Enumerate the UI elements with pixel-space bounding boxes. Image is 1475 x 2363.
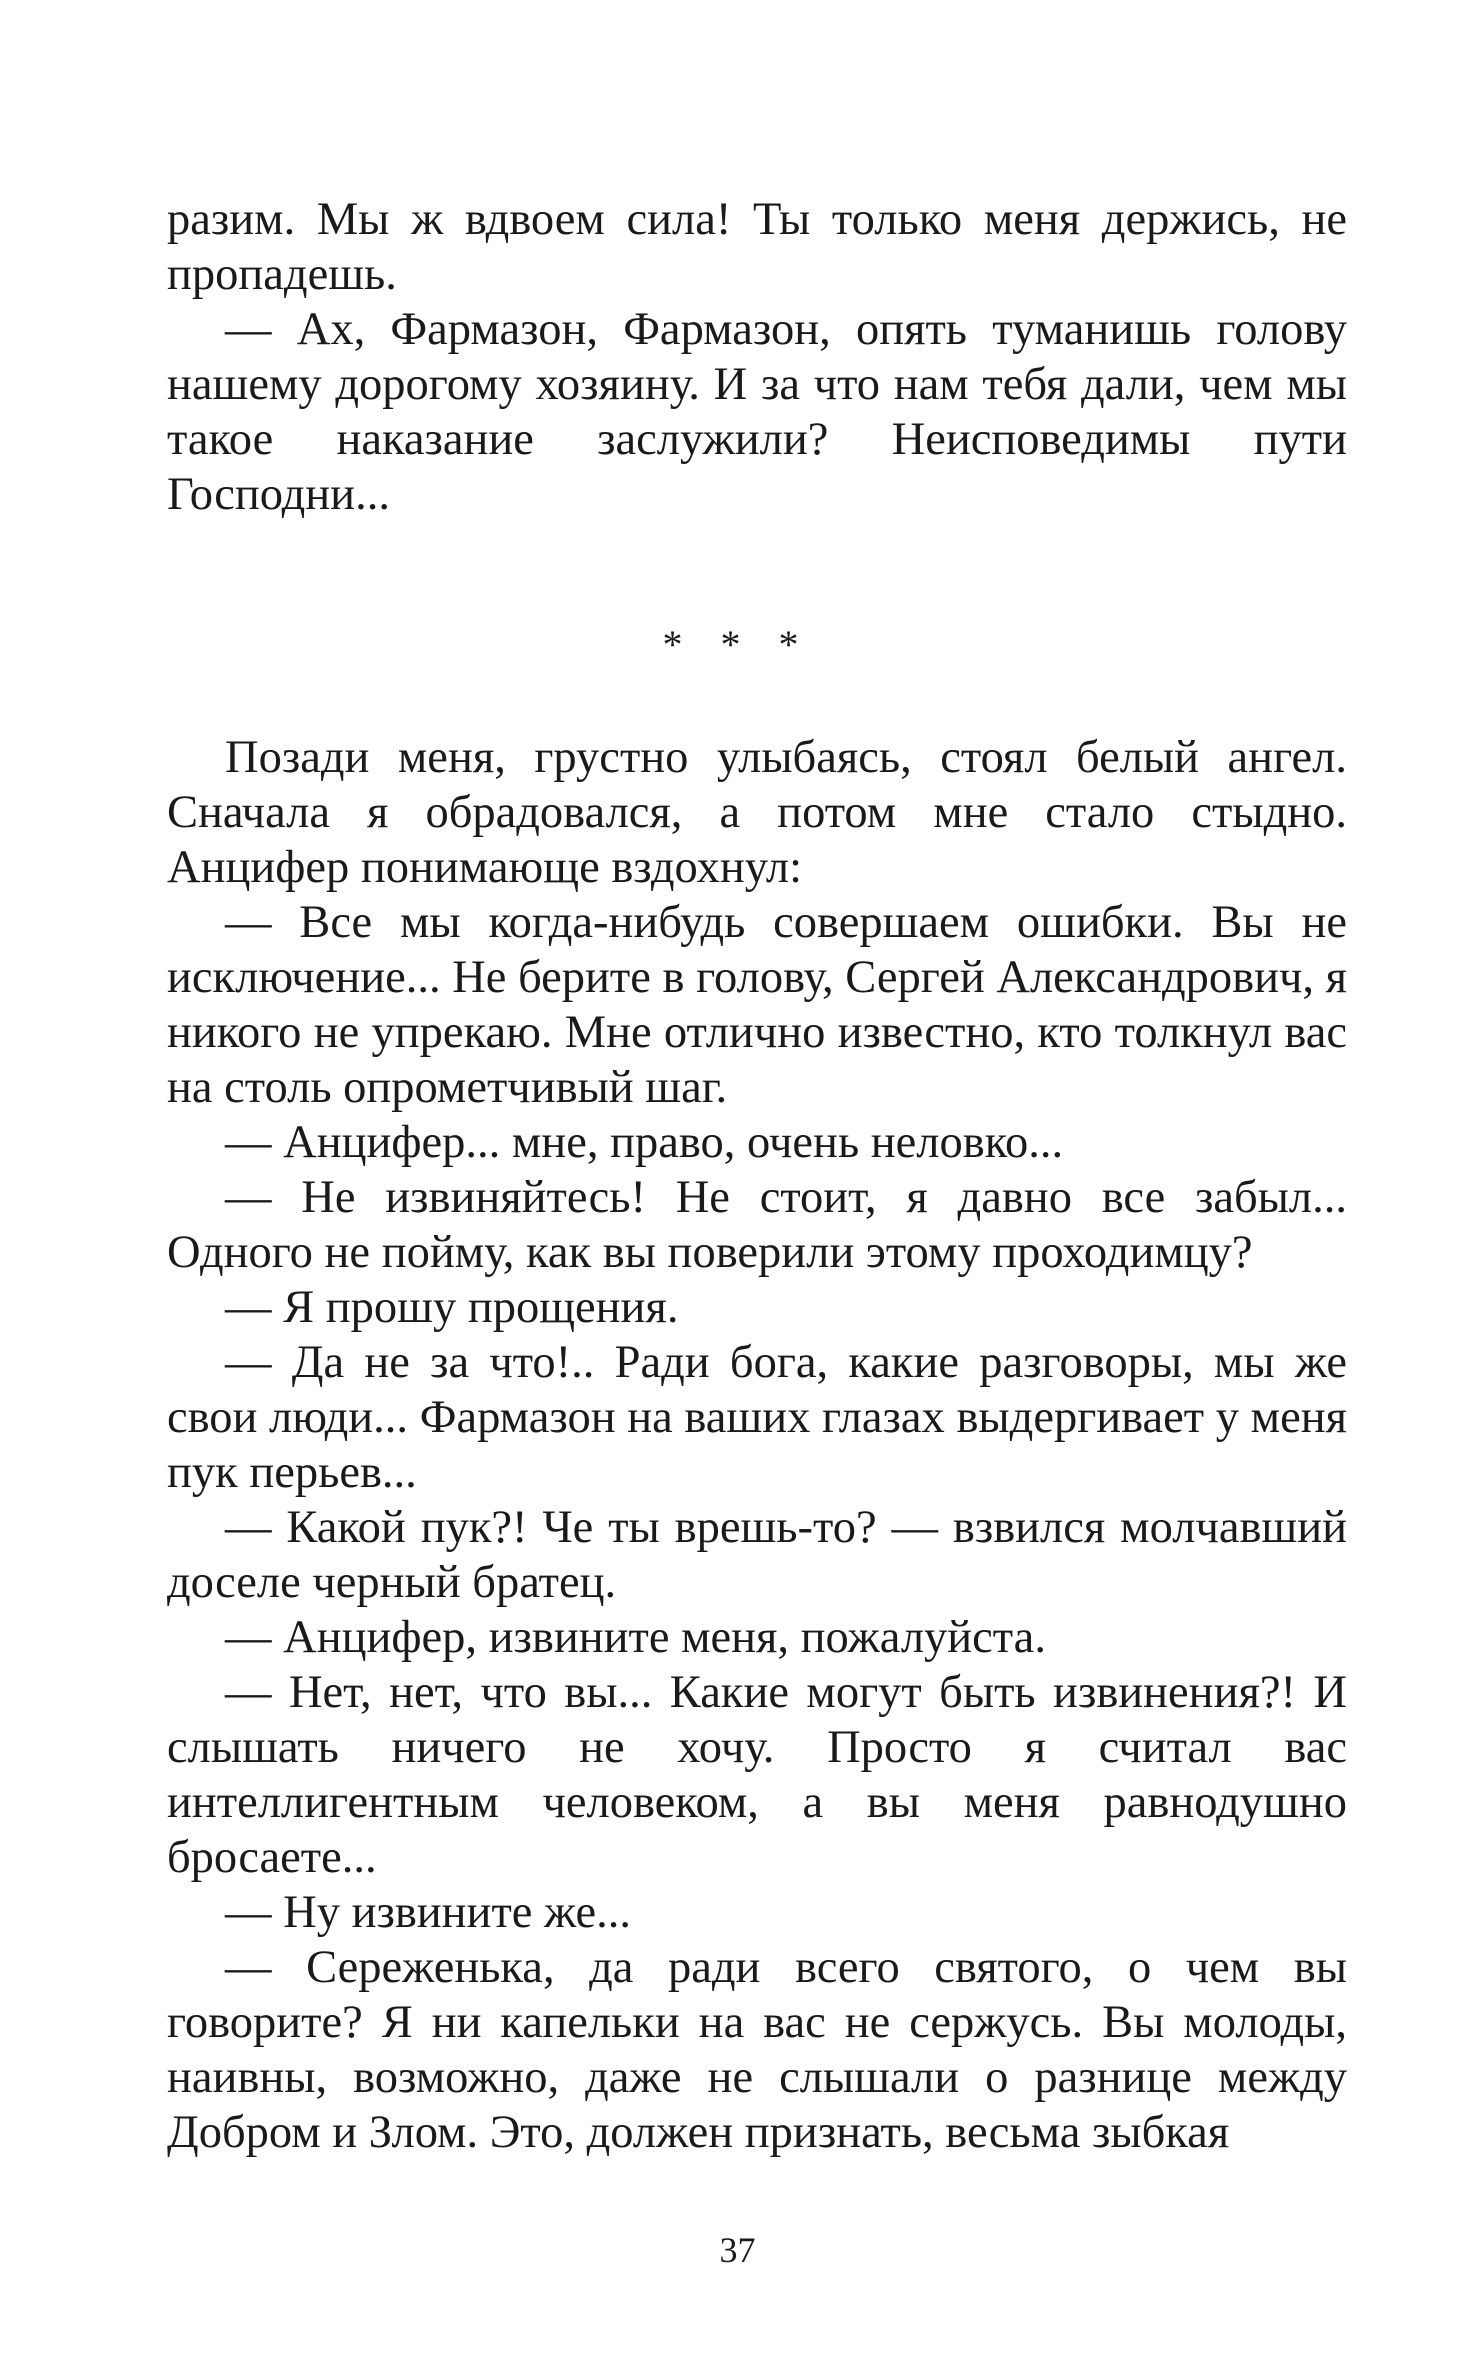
section-separator: * * * bbox=[662, 622, 813, 667]
paragraph: — Какой пук?! Че ты врешь-то? — взвился молчавший доселе черный братец. bbox=[167, 1502, 1347, 1608]
paragraph: — Да не за что!.. Ради бога, какие разговоры, мы же свои люди... Фармазон на ваших глазах выдергивает у меня пук перьев... bbox=[167, 1337, 1347, 1498]
page-number: 37 bbox=[719, 2230, 756, 2270]
paragraph: разим. Мы ж вдвоем сила! Ты только меня держись, не пропадешь. bbox=[167, 194, 1347, 300]
paragraph: — Сереженька, да ради всего святого, о чем вы говорите? Я ни капельки на вас не сержусь. Вы молоды, наивны, возможно, даже не слышали о разнице между Добром и Злом. Это, должен признать, весьма зыбкая bbox=[167, 1942, 1347, 2158]
text-block-top bbox=[167, 192, 1347, 522]
paragraph: — Все мы когда-нибудь совершаем ошибки. Вы не исключение... Не берите в голову, Сергей Александрович, я никого не упрекаю. Мне отлично известно, кто толкнул вас на столь опрометчивый шаг. bbox=[167, 897, 1347, 1113]
paragraph: — Я прошу прощения. bbox=[225, 1282, 679, 1333]
paragraph: Позади меня, грустно улыбаясь, стоял белый ангел. Сначала я обрадовался, а потом мне стало стыдно. Анцифер понимающе вздохнул: bbox=[167, 732, 1347, 893]
paragraph: — Ну извините же... bbox=[225, 1887, 632, 1938]
paragraph: — Ах, Фармазон, Фармазон, опять туманишь голову нашему дорогому хозяину. И за что нам тебя дали, чем мы такое наказание заслужили? Неисповедимы пути Господни... bbox=[167, 304, 1347, 520]
paragraph: — Анцифер, извините меня, пожалуйста. bbox=[225, 1612, 1046, 1663]
text-block-main bbox=[167, 730, 1347, 2160]
paragraph: — Анцифер... мне, право, очень неловко... bbox=[225, 1117, 1064, 1168]
paragraph: — Нет, нет, что вы... Какие могут быть извинения?! И слышать ничего не хочу. Просто я считал вас интеллигентным человеком, а вы меня равнодушно бросаете... bbox=[167, 1667, 1347, 1883]
paragraph: — Не извиняйтесь! Не стоит, я давно все забыл... Одного не пойму, как вы поверили этому проходимцу? bbox=[167, 1172, 1347, 1278]
